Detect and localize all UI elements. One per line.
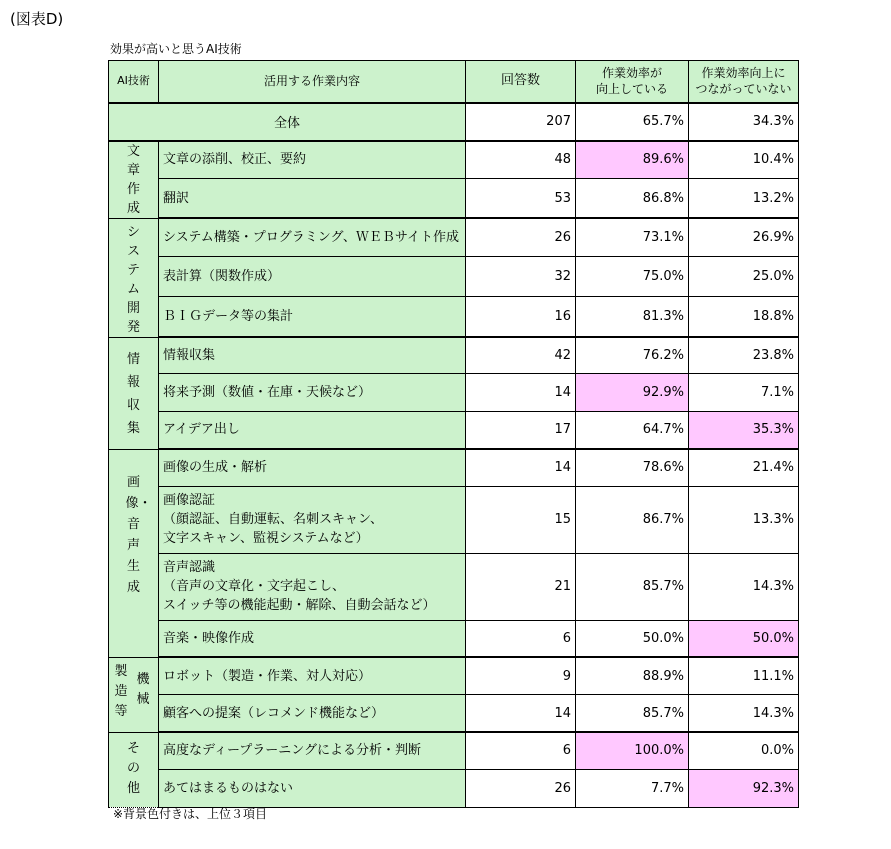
noeff-cell: 35.3% [689, 411, 799, 449]
header-no-efficiency: 作業効率向上に つながっていない [689, 61, 799, 103]
noeff-cell: 11.1% [689, 657, 799, 695]
table-row [109, 296, 799, 337]
table-row [109, 620, 799, 657]
group-manufacturing [109, 657, 159, 732]
group-image-audio: 画像・音声生成 [109, 449, 159, 657]
noeff-cell: 7.1% [689, 373, 799, 411]
eff-cell: 50.0% [576, 620, 689, 657]
group-info-gathering: 情報収集 [109, 337, 159, 449]
footnote: ※背景色付きは、上位３項目 [113, 807, 268, 821]
count-cell: 9 [466, 657, 576, 695]
noeff-cell: 14.3% [689, 553, 799, 620]
count-cell: 6 [466, 732, 576, 769]
eff-cell: 89.6% [576, 141, 689, 179]
task-cell: 将来予測（数値・在庫・天候など） [159, 373, 466, 411]
noeff-cell: 0.0% [689, 732, 799, 769]
count-cell: 26 [466, 769, 576, 807]
task-cell: あてはまるものはない [159, 769, 466, 807]
eff-cell: 88.9% [576, 657, 689, 695]
task-cell: 高度なディープラーニングによる分析・判断 [159, 732, 466, 769]
table-row [109, 769, 799, 807]
noeff-cell: 10.4% [689, 141, 799, 179]
noeff-cell: 13.3% [689, 486, 799, 553]
count-cell: 26 [466, 218, 576, 257]
table-row [109, 449, 799, 486]
table-row [109, 411, 799, 449]
noeff-cell: 50.0% [689, 620, 799, 657]
total-eff: 65.7% [576, 103, 689, 141]
noeff-cell: 13.2% [689, 179, 799, 218]
group-manufacturing-label: 製造等 [114, 663, 128, 719]
eff-cell: 73.1% [576, 218, 689, 257]
count-cell: 15 [466, 486, 576, 553]
noeff-cell: 26.9% [689, 218, 799, 257]
count-cell: 14 [466, 695, 576, 733]
eff-cell: 81.3% [576, 296, 689, 337]
table-row [109, 486, 799, 553]
eff-cell: 86.7% [576, 486, 689, 553]
eff-cell: 75.0% [576, 257, 689, 297]
table-row [109, 695, 799, 733]
header-count: 回答数 [466, 61, 576, 103]
table-row [109, 179, 799, 218]
noeff-cell: 92.3% [689, 769, 799, 807]
task-cell: 情報収集 [159, 337, 466, 373]
task-cell: ロボット（製造・作業、対人対応） [159, 657, 466, 695]
table-row [109, 218, 799, 257]
total-noeff: 34.3% [689, 103, 799, 141]
task-cell: アイデア出し [159, 411, 466, 449]
count-cell: 6 [466, 620, 576, 657]
eff-cell: 85.7% [576, 553, 689, 620]
header-task: 活用する作業内容 [159, 61, 466, 103]
ai-tech-table [108, 60, 799, 808]
header-row [109, 61, 799, 103]
count-cell: 32 [466, 257, 576, 297]
table-caption: 効果が高いと思うAI技術 [110, 42, 242, 56]
table-row [109, 553, 799, 620]
count-cell: 53 [466, 179, 576, 218]
count-cell: 16 [466, 296, 576, 337]
header-tech: AI技術 [109, 61, 159, 103]
eff-cell: 78.6% [576, 449, 689, 486]
header-efficiency: 作業効率が 向上している [576, 61, 689, 103]
eff-cell: 86.8% [576, 179, 689, 218]
count-cell: 14 [466, 449, 576, 486]
group-writing: 文章作成 [109, 141, 159, 219]
group-other: その他 [109, 732, 159, 807]
table-row [109, 657, 799, 695]
count-cell: 17 [466, 411, 576, 449]
task-cell: 音楽・映像作成 [159, 620, 466, 657]
table-row [109, 257, 799, 297]
task-cell: 画像の生成・解析 [159, 449, 466, 486]
noeff-cell: 23.8% [689, 337, 799, 373]
task-cell: ＢＩＧデータ等の集計 [159, 296, 466, 337]
table-row [109, 732, 799, 769]
eff-cell: 76.2% [576, 337, 689, 373]
table-row [109, 373, 799, 411]
total-row [109, 103, 799, 141]
noeff-cell: 25.0% [689, 257, 799, 297]
task-cell: 翻訳 [159, 179, 466, 218]
task-cell: システム構築・プログラミング、ＷＥＢサイト作成 [159, 218, 466, 257]
total-label: 全体 [109, 103, 466, 141]
total-count: 207 [466, 103, 576, 141]
table-row [109, 141, 799, 179]
group-machine-label: 機械 [136, 671, 150, 707]
noeff-cell: 18.8% [689, 296, 799, 337]
eff-cell: 64.7% [576, 411, 689, 449]
figure-label: (図表D) [10, 10, 64, 28]
task-cell: 表計算（関数作成） [159, 257, 466, 297]
count-cell: 42 [466, 337, 576, 373]
task-cell: 文章の添削、校正、要約 [159, 141, 466, 179]
noeff-cell: 21.4% [689, 449, 799, 486]
count-cell: 14 [466, 373, 576, 411]
task-cell: 顧客への提案（レコメンド機能など） [159, 695, 466, 733]
eff-cell: 85.7% [576, 695, 689, 733]
count-cell: 48 [466, 141, 576, 179]
noeff-cell: 14.3% [689, 695, 799, 733]
count-cell: 21 [466, 553, 576, 620]
table-row [109, 337, 799, 373]
eff-cell: 100.0% [576, 732, 689, 769]
eff-cell: 92.9% [576, 373, 689, 411]
task-cell: 画像認証 （顔認証、自動運転、名刺スキャン、 文字スキャン、監視システムなど） [159, 486, 466, 553]
group-system-dev: システム開発 [109, 218, 159, 337]
task-cell: 音声認識 （音声の文章化・文字起こし、 スイッチ等の機能起動・解除、自動会話など） [159, 553, 466, 620]
eff-cell: 7.7% [576, 769, 689, 807]
